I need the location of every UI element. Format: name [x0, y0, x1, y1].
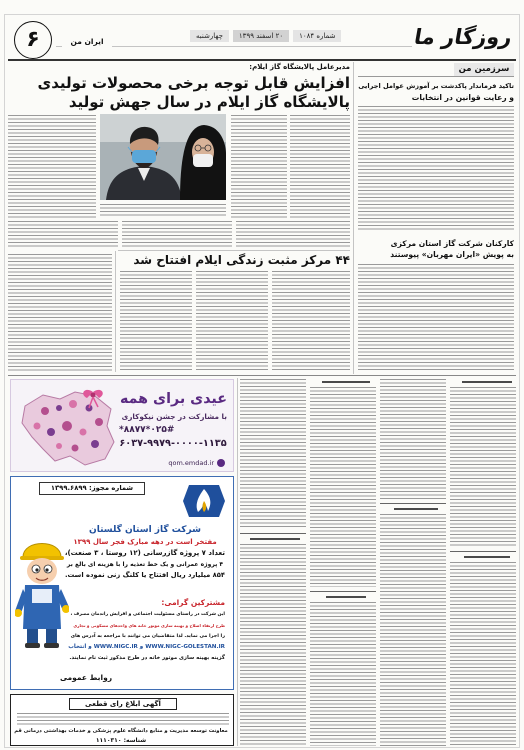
right-column-section-header	[358, 63, 514, 77]
charity-title: عیدی برای همه	[119, 391, 227, 407]
verdict-notice-footer	[14, 727, 228, 745]
legal-notices	[240, 379, 516, 746]
ads-divider	[237, 378, 238, 746]
lead-text-band-3	[8, 221, 118, 247]
notice-separator	[240, 533, 306, 534]
headline-pakdasht	[358, 81, 514, 103]
verdict-notice-title: آگهی ابلاغ رای قطعی	[85, 700, 161, 708]
notice-text	[240, 544, 306, 746]
gas-line-2: تعداد ۷ پروژه گازرسانی (۱۲ روستا ، ۳ صنعت)،	[65, 549, 225, 557]
headline-markazi-gas-line1: کارکنان شرکت گاز استان مرکزی	[390, 239, 514, 248]
gas-subscribers-notice	[65, 597, 225, 664]
notice-text	[450, 562, 516, 746]
right-column-section-title: سرزمین من	[454, 63, 514, 76]
headline-markazi-gas-line2: به پویش «ایران مهربان» پیوستند	[390, 250, 514, 259]
gas-signature	[51, 672, 121, 684]
gas-signature-text: روابط عمومی	[59, 673, 113, 682]
notice-text	[240, 379, 306, 529]
lead-text-column-1	[290, 115, 350, 218]
notice-separator	[450, 551, 516, 552]
verdict-notice-issuer: معاونت توسعه مدیریت و منابع دانشگاه علوم پزشکی و خدمات بهداشتی درمانی قم	[14, 728, 228, 734]
iran-map-illustration	[15, 386, 119, 468]
lead-photo-image	[100, 114, 226, 200]
notice-separator	[380, 503, 446, 504]
gas-line-3: ۴ پروژه عمرانی و یک خط تغذیه را با هزینه ای بالغ بر	[66, 561, 224, 568]
left-article-text	[8, 254, 112, 372]
lead-headline-line2: پالایشگاه گاز ایلام در سال جهش تولید	[68, 93, 350, 111]
issue-date: ۲۰ اسفند ۱۳۹۹	[233, 30, 289, 42]
charity-website-row	[135, 458, 225, 468]
license-text: شماره مجوز: ۱۳۹۹.۶۸۹۹	[50, 484, 134, 492]
notice-text	[380, 514, 446, 746]
nigc-logo-icon	[181, 481, 227, 521]
lead-text-band-1	[236, 221, 350, 247]
lead-text-band-2	[122, 221, 232, 247]
page-number: ۶	[26, 27, 40, 52]
verdict-notice-title-box	[69, 698, 177, 710]
lead-kicker	[230, 62, 350, 73]
notice-column-1	[450, 379, 516, 746]
date-bar	[190, 30, 402, 42]
issue-day: چهارشنبه	[190, 30, 229, 42]
notice-text	[380, 379, 446, 499]
license-box	[39, 482, 145, 495]
gas-company-ad	[10, 476, 234, 690]
section-name: ایران من	[70, 37, 104, 46]
left-article-divider	[115, 251, 116, 372]
gas-body-4-urls: WWW.NIGC-GOLESTAN.IR و WWW.NIGC.IR و انتخاب	[68, 644, 225, 650]
gas-line-1: مفتخر است در دهه مبارک فجر سال ۱۳۹۹	[73, 538, 217, 546]
charity-subtitle: با مشارکت در جشن نیکوکاری	[121, 412, 227, 421]
notice-title-bar	[326, 596, 366, 598]
notice-title-bar	[394, 508, 438, 510]
gas-greeting: مشترکین گرامی:	[161, 598, 225, 607]
header-rule	[8, 59, 516, 61]
gas-body-5: گزینه بهینه سازی موتور خانه در طرح مذکور ثبت نام نمایند.	[69, 655, 225, 661]
section-label	[62, 36, 112, 48]
worker-mascot-illustration	[15, 531, 69, 649]
second-text-column-2	[196, 271, 268, 372]
verdict-notice-id: شناسه: ۱۱۱۰۳۱۰	[95, 737, 147, 744]
notice-text	[310, 387, 376, 587]
verdict-notice-body	[17, 713, 229, 726]
charity-ussd-code: *۸۸۷۷*۰۲۵#	[119, 425, 175, 435]
gas-announcement-top	[65, 524, 225, 581]
mid-page-rule	[8, 375, 516, 376]
charity-website: qom.emdad.ir	[168, 459, 214, 467]
article-body-pakdasht	[358, 106, 514, 232]
second-text-column-1	[272, 271, 350, 372]
second-headline-text: ۴۴ مرکز مثبت زندگی ایلام افتتاح شد	[133, 253, 350, 267]
lead-text-column-2	[231, 115, 287, 218]
lead-headline	[8, 74, 350, 112]
headline-pakdasht-line1: تاکید فرماندار پاکدشت بر آموزش عوامل اجرایی	[358, 82, 514, 90]
verdict-notice-ad	[10, 694, 234, 746]
lead-photo	[100, 114, 226, 200]
gas-company-name: شرکت گاز استان گلستان	[89, 525, 201, 535]
lead-photo-caption	[100, 204, 226, 217]
headline-pakdasht-line2: و رعایت قوانین در انتخابات	[411, 93, 514, 102]
lead-headline-line1: افزایش قابل توجه برخی محصولات تولیدی	[37, 74, 350, 92]
notice-column-3	[310, 379, 376, 746]
issue-number: شماره ۱۰۸۴	[293, 30, 341, 42]
notice-column-2	[380, 379, 446, 746]
article-body-markazi-gas	[358, 264, 514, 372]
charity-ad	[10, 379, 234, 472]
masthead-title: روزگار ما	[412, 25, 515, 49]
notice-separator	[310, 591, 376, 592]
notice-column-4	[240, 379, 306, 746]
notice-title-bar	[464, 556, 510, 558]
page-number-badge	[14, 21, 52, 59]
notice-title-bar	[462, 381, 512, 383]
emdad-logo-icon	[217, 459, 225, 467]
gas-body-1: این شرکت در راستای مسئولیت اجتماعی و افزایش راندمان مصرف ،	[70, 612, 225, 617]
notice-text	[310, 602, 376, 746]
gas-body-2: طرح ارتقاء اصلاح و بهینه سازی موتور خانه های واحدهای مسکونی و تجاری	[73, 623, 225, 628]
notice-title-bar	[250, 538, 300, 540]
charity-card-number: ۶۰۳۷-۹۹۷۹-۰۰۰۰-۱۱۳۵	[119, 438, 227, 449]
lead-text-column-3	[8, 115, 96, 218]
notice-title-bar	[322, 381, 370, 383]
second-text-column-3	[120, 271, 192, 372]
gas-line-4: ۸۵۴ میلیارد ریال افتتاح یا کلنگ زنی نموده است.	[65, 571, 225, 579]
notice-text	[450, 387, 516, 547]
gas-body-3: را اجرا می نماید. لذا متقاضیان می توانند با مراجعه به آدرس های	[70, 633, 225, 639]
headline-markazi-gas	[358, 238, 514, 260]
masthead-logo	[412, 20, 515, 56]
second-headline	[120, 253, 350, 268]
lead-kicker-text: مدیرعامل پالایشگاه گاز ایلام:	[249, 63, 350, 71]
column-divider	[353, 62, 354, 374]
charity-ad-text	[119, 388, 227, 451]
lead-bottom-rule	[118, 250, 350, 251]
